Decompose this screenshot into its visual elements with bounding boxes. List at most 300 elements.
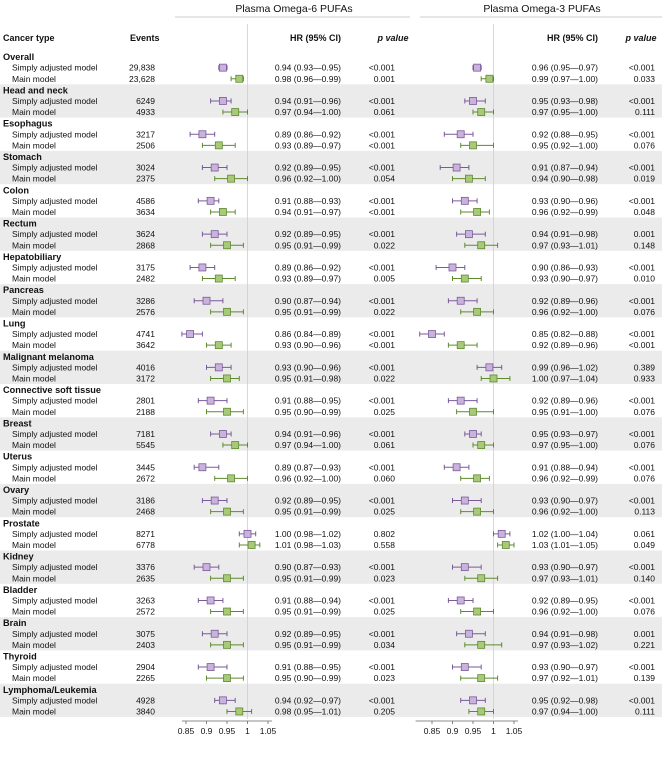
- p-value-omega3: 0.140: [633, 573, 655, 584]
- model-label: Simply adjusted model: [12, 362, 98, 373]
- hr-point-omega3: [457, 597, 464, 604]
- model-label: Main model: [12, 373, 56, 384]
- events-value: 2403: [136, 639, 155, 650]
- events-value: 2672: [136, 473, 155, 484]
- hr-value-omega6: 0.91 (0.88—0.95): [274, 395, 341, 406]
- hr-value-omega3: 0.93 (0.90—0.97): [531, 662, 598, 673]
- p-value-omega3: <0.001: [628, 462, 655, 473]
- hr-point-omega3: [461, 564, 468, 571]
- x-tick-label: 0.9: [446, 726, 459, 736]
- hr-point-omega3: [461, 497, 468, 504]
- p-value-omega3: <0.001: [628, 595, 655, 606]
- events-value: 4741: [136, 329, 155, 340]
- p-value-omega3: 0.148: [633, 240, 655, 251]
- hr-point-omega3: [478, 708, 485, 715]
- hr-value-omega3: 1.02 (1.00—1.04): [531, 528, 598, 539]
- group-label: Brain: [3, 618, 27, 629]
- model-label: Main model: [12, 506, 56, 517]
- hr-point-omega6: [224, 575, 231, 582]
- p-value-omega3: <0.001: [628, 429, 655, 439]
- events-value: 2375: [136, 173, 155, 184]
- hr-value-omega6: 0.98 (0.96—0.99): [274, 73, 341, 84]
- events-value: 3376: [136, 562, 155, 573]
- hr-point-omega6: [224, 608, 231, 615]
- hr-point-omega3: [478, 575, 485, 582]
- hr-point-omega3: [457, 297, 464, 304]
- events-value: 3263: [136, 595, 155, 606]
- hr-point-omega6: [211, 497, 218, 504]
- hr-value-omega3: 0.95 (0.93—0.98): [531, 96, 598, 106]
- events-value: 2506: [136, 140, 155, 151]
- p-value-omega3: 0.933: [633, 373, 655, 384]
- hr-value-omega3: 0.92 (0.89—0.96): [531, 295, 598, 306]
- p-value-omega3: <0.001: [628, 295, 655, 306]
- p-value-omega6: <0.001: [368, 628, 395, 639]
- hr-value-omega3: 0.92 (0.89—0.96): [531, 395, 598, 406]
- hr-point-omega3: [453, 164, 460, 171]
- p-value-omega6: 0.025: [373, 406, 395, 417]
- group-label: Connective soft tissue: [3, 385, 102, 396]
- hr-value-omega3: 0.95 (0.92—1.00): [531, 140, 598, 151]
- header-cancer-type: Cancer type: [3, 33, 55, 43]
- model-label: Simply adjusted model: [12, 262, 98, 273]
- hr-value-omega6: 1.01 (0.98—1.03): [274, 540, 341, 550]
- hr-point-omega6: [215, 342, 222, 349]
- hr-point-omega6: [215, 142, 222, 149]
- hr-point-omega6: [211, 630, 218, 637]
- hr-point-omega3: [474, 308, 481, 315]
- hr-value-omega3: 0.96 (0.92—1.00): [531, 606, 598, 617]
- p-value-omega3: 0.048: [633, 207, 655, 217]
- events-value: 3445: [136, 462, 155, 473]
- events-value: 6778: [136, 540, 155, 550]
- hr-value-omega3: 0.96 (0.92—0.99): [531, 207, 598, 217]
- hr-value-omega6: 1.00 (0.98—1.02): [274, 528, 341, 539]
- hr-point-omega6: [207, 397, 214, 404]
- group-label: Stomach: [3, 152, 42, 162]
- p-value-omega3: 0.113: [634, 506, 655, 517]
- p-value-omega6: <0.001: [368, 695, 395, 706]
- hr-point-omega3: [478, 442, 485, 449]
- hr-value-omega6: 0.94 (0.91—0.96): [274, 429, 341, 439]
- model-label: Main model: [12, 406, 56, 417]
- hr-point-omega6: [199, 264, 206, 271]
- p-value-omega6: 0.802: [373, 528, 395, 539]
- p-value-omega3: <0.001: [628, 195, 655, 206]
- panel-title-omega6: Plasma Omega-6 PUFAs: [235, 3, 353, 15]
- p-value-omega6: 0.034: [373, 639, 395, 650]
- hr-point-omega3: [465, 175, 472, 182]
- p-value-omega6: <0.001: [368, 662, 395, 673]
- hr-point-omega6: [224, 375, 231, 382]
- hr-value-omega3: 0.93 (0.90—0.96): [531, 195, 598, 206]
- hr-value-omega6: 0.98 (0.95—1.01): [274, 706, 341, 717]
- hr-value-omega3: 0.92 (0.88—0.95): [531, 129, 598, 140]
- hr-point-omega6: [203, 564, 210, 571]
- hr-value-omega6: 0.94 (0.91—0.97): [274, 207, 341, 217]
- x-tick-label: 0.95: [464, 726, 482, 736]
- hr-value-omega3: 0.95 (0.91—1.00): [531, 406, 598, 417]
- model-label: Simply adjusted model: [12, 628, 98, 639]
- events-value: 2576: [136, 306, 155, 317]
- hr-point-omega3: [457, 397, 464, 404]
- p-value-omega3: 0.010: [633, 273, 655, 284]
- hr-point-omega6: [199, 131, 206, 138]
- p-value-omega3: 0.001: [633, 229, 655, 240]
- p-value-omega6: <0.001: [368, 329, 395, 340]
- model-label: Main model: [12, 207, 56, 217]
- model-label: Simply adjusted model: [12, 495, 98, 506]
- p-value-omega6: <0.001: [368, 340, 395, 351]
- model-label: Main model: [12, 306, 56, 317]
- p-value-omega6: <0.001: [368, 429, 395, 439]
- header-hr-omega3: HR (95% CI): [546, 33, 598, 43]
- hr-value-omega6: 0.97 (0.94—1.00): [274, 440, 341, 451]
- hr-value-omega3: 0.96 (0.95—0.97): [531, 62, 598, 73]
- hr-point-omega3: [470, 697, 477, 704]
- hr-value-omega6: 0.95 (0.91—0.99): [274, 573, 341, 584]
- model-label: Simply adjusted model: [12, 62, 98, 73]
- hr-value-omega3: 0.91 (0.88—0.94): [531, 462, 598, 473]
- hr-point-omega6: [236, 75, 243, 82]
- hr-value-omega6: 0.95 (0.91—0.99): [274, 306, 341, 317]
- hr-point-omega6: [224, 675, 231, 682]
- hr-point-omega3: [478, 242, 485, 249]
- model-label: Simply adjusted model: [12, 395, 98, 406]
- events-value: 2468: [136, 506, 155, 517]
- events-value: 3075: [136, 628, 155, 639]
- header-p-omega6: p value: [377, 33, 409, 43]
- hr-value-omega6: 0.93 (0.90—0.96): [274, 340, 341, 351]
- hr-point-omega6: [224, 641, 231, 648]
- hr-value-omega6: 0.96 (0.92—1.00): [274, 473, 341, 484]
- p-value-omega6: <0.001: [368, 562, 395, 573]
- hr-value-omega3: 0.94 (0.91—0.98): [531, 628, 598, 639]
- hr-value-omega3: 1.00 (0.97—1.04): [531, 373, 598, 384]
- events-value: 3217: [136, 129, 155, 140]
- hr-value-omega3: 0.94 (0.90—0.98): [531, 173, 598, 184]
- hr-point-omega3: [502, 541, 509, 548]
- p-value-omega3: 0.111: [634, 107, 655, 118]
- p-value-omega6: 0.025: [373, 506, 395, 517]
- p-value-omega3: <0.001: [628, 662, 655, 673]
- hr-value-omega3: 0.97 (0.93—1.01): [531, 240, 598, 251]
- p-value-omega3: <0.001: [628, 96, 655, 106]
- x-tick-label: 1.05: [505, 726, 523, 736]
- hr-point-omega6: [207, 664, 214, 671]
- hr-value-omega3: 0.92 (0.89—0.96): [531, 340, 598, 351]
- p-value-omega3: 0.061: [633, 528, 655, 539]
- events-value: 4016: [136, 362, 155, 373]
- hr-point-omega6: [219, 97, 226, 104]
- events-value: 2868: [136, 240, 155, 251]
- model-label: Main model: [12, 340, 56, 351]
- group-label: Pancreas: [3, 285, 44, 296]
- hr-point-omega3: [461, 664, 468, 671]
- hr-value-omega3: 0.97 (0.93—1.01): [531, 573, 598, 584]
- hr-value-omega6: 0.92 (0.89—0.95): [274, 229, 341, 240]
- p-value-omega6: 0.022: [373, 240, 395, 251]
- hr-point-omega3: [470, 142, 477, 149]
- p-value-omega3: 0.111: [634, 706, 655, 717]
- p-value-omega6: 0.025: [373, 606, 395, 617]
- events-value: 2904: [136, 662, 155, 673]
- p-value-omega3: 0.001: [633, 628, 655, 639]
- model-label: Simply adjusted model: [12, 528, 98, 539]
- hr-value-omega6: 0.90 (0.87—0.94): [274, 295, 341, 306]
- p-value-omega6: 0.005: [373, 273, 395, 284]
- hr-point-omega6: [236, 708, 243, 715]
- hr-point-omega6: [187, 331, 194, 338]
- model-label: Simply adjusted model: [12, 562, 98, 573]
- model-label: Main model: [12, 540, 56, 550]
- p-value-omega6: <0.001: [368, 162, 395, 173]
- hr-point-omega3: [478, 641, 485, 648]
- x-tick-label: 0.85: [177, 726, 195, 736]
- hr-value-omega6: 0.97 (0.94—1.00): [274, 107, 341, 118]
- p-value-omega6: 0.060: [373, 473, 395, 484]
- p-value-omega3: 0.076: [633, 140, 655, 151]
- model-label: Simply adjusted model: [12, 162, 98, 173]
- hr-value-omega3: 0.97 (0.95—1.00): [531, 440, 598, 451]
- p-value-omega3: 0.049: [633, 540, 655, 550]
- group-label: Malignant melanoma: [3, 351, 94, 362]
- group-label: Bladder: [3, 584, 38, 595]
- hr-point-omega6: [211, 164, 218, 171]
- p-value-omega6: <0.001: [368, 495, 395, 506]
- hr-point-omega3: [461, 275, 468, 282]
- group-label: Prostate: [3, 518, 40, 529]
- hr-point-omega6: [215, 275, 222, 282]
- events-value: 8271: [136, 528, 155, 539]
- events-value: 2188: [136, 406, 155, 417]
- hr-point-omega3: [474, 508, 481, 515]
- header-events: Events: [130, 33, 160, 43]
- model-label: Simply adjusted model: [12, 229, 98, 240]
- events-value: 7181: [136, 429, 155, 439]
- p-value-omega6: <0.001: [368, 229, 395, 240]
- hr-value-omega3: 0.96 (0.92—0.99): [531, 473, 598, 484]
- hr-point-omega6: [203, 297, 210, 304]
- model-label: Simply adjusted model: [12, 129, 98, 140]
- hr-value-omega6: 0.95 (0.91—0.99): [274, 606, 341, 617]
- p-value-omega6: <0.001: [368, 362, 395, 373]
- events-value: 3024: [136, 162, 155, 173]
- p-value-omega6: <0.001: [368, 140, 395, 151]
- hr-point-omega3: [470, 408, 477, 415]
- hr-value-omega6: 0.91 (0.88—0.94): [274, 595, 341, 606]
- hr-value-omega3: 0.95 (0.92—0.98): [531, 695, 598, 706]
- p-value-omega6: 0.061: [373, 440, 395, 451]
- group-label: Uterus: [3, 451, 33, 462]
- hr-point-omega3: [429, 331, 436, 338]
- model-label: Simply adjusted model: [12, 595, 98, 606]
- model-label: Main model: [12, 173, 56, 184]
- model-label: Simply adjusted model: [12, 329, 98, 340]
- hr-value-omega3: 0.95 (0.93—0.97): [531, 429, 598, 439]
- p-value-omega3: 0.389: [633, 362, 655, 373]
- p-value-omega6: <0.001: [368, 62, 395, 73]
- hr-value-omega6: 0.95 (0.90—0.99): [274, 406, 341, 417]
- group-label: Lymphoma/Leukemia: [3, 684, 97, 695]
- p-value-omega6: 0.001: [373, 73, 395, 84]
- events-value: 3624: [136, 229, 155, 240]
- model-label: Main model: [12, 673, 56, 684]
- hr-value-omega3: 0.96 (0.92—1.00): [531, 506, 598, 517]
- p-value-omega3: 0.076: [633, 440, 655, 451]
- hr-point-omega3: [478, 675, 485, 682]
- hr-value-omega6: 0.92 (0.89—0.95): [274, 162, 341, 173]
- p-value-omega3: <0.001: [628, 395, 655, 406]
- hr-point-omega6: [224, 408, 231, 415]
- events-value: 2801: [136, 395, 155, 406]
- hr-value-omega3: 0.97 (0.95—1.00): [531, 107, 598, 118]
- events-value: 3172: [136, 373, 155, 384]
- model-label: Simply adjusted model: [12, 462, 98, 473]
- hr-value-omega6: 0.92 (0.89—0.95): [274, 495, 341, 506]
- x-tick-label: 1: [245, 726, 250, 736]
- hr-point-omega3: [486, 75, 493, 82]
- p-value-omega6: <0.001: [368, 595, 395, 606]
- hr-point-omega3: [457, 131, 464, 138]
- events-value: 4928: [136, 695, 155, 706]
- hr-point-omega3: [474, 64, 481, 71]
- hr-value-omega6: 0.94 (0.92—0.97): [274, 695, 341, 706]
- hr-point-omega3: [453, 464, 460, 471]
- hr-value-omega6: 0.89 (0.86—0.92): [274, 262, 341, 273]
- events-value: 2265: [136, 673, 155, 684]
- events-value: 3175: [136, 262, 155, 273]
- hr-value-omega6: 0.96 (0.92—1.00): [274, 173, 341, 184]
- hr-point-omega3: [498, 530, 505, 537]
- x-tick-label: 0.9: [200, 726, 213, 736]
- model-label: Simply adjusted model: [12, 295, 98, 306]
- hr-value-omega3: 0.94 (0.91—0.98): [531, 229, 598, 240]
- p-value-omega6: 0.205: [373, 706, 395, 717]
- hr-value-omega3: 0.93 (0.90—0.97): [531, 273, 598, 284]
- events-value: 3634: [136, 207, 155, 217]
- model-label: Main model: [12, 107, 56, 118]
- p-value-omega6: 0.023: [373, 673, 395, 684]
- events-value: 5545: [136, 440, 155, 451]
- hr-point-omega6: [219, 697, 226, 704]
- hr-value-omega6: 0.95 (0.91—0.99): [274, 639, 341, 650]
- hr-value-omega3: 0.99 (0.97—1.00): [531, 73, 598, 84]
- p-value-omega6: <0.001: [368, 207, 395, 217]
- hr-point-omega6: [219, 208, 226, 215]
- events-value: 4586: [136, 195, 155, 206]
- p-value-omega3: 0.076: [633, 406, 655, 417]
- model-label: Main model: [12, 573, 56, 584]
- hr-point-omega3: [449, 264, 456, 271]
- events-value: 3286: [136, 295, 155, 306]
- group-label: Thyroid: [3, 651, 37, 662]
- p-value-omega6: <0.001: [368, 195, 395, 206]
- hr-point-omega3: [461, 197, 468, 204]
- events-value: 6249: [136, 96, 155, 106]
- hr-value-omega3: 0.99 (0.96—1.02): [531, 362, 598, 373]
- events-value: 29,838: [129, 62, 155, 73]
- hr-point-omega3: [465, 231, 472, 238]
- hr-point-omega6: [244, 530, 251, 537]
- p-value-omega3: <0.001: [628, 329, 655, 340]
- model-label: Main model: [12, 440, 56, 451]
- group-label: Hepatobiliary: [3, 251, 62, 262]
- hr-point-omega6: [228, 175, 235, 182]
- header-p-omega3: p value: [625, 33, 657, 43]
- hr-value-omega6: 0.95 (0.91—0.99): [274, 240, 341, 251]
- group-label: Kidney: [3, 551, 34, 562]
- p-value-omega3: 0.076: [633, 306, 655, 317]
- hr-point-omega6: [219, 64, 226, 71]
- hr-value-omega6: 0.94 (0.93—0.95): [274, 62, 341, 73]
- x-tick-label: 0.85: [423, 726, 441, 736]
- events-value: 2635: [136, 573, 155, 584]
- model-label: Main model: [12, 240, 56, 251]
- model-label: Main model: [12, 140, 56, 151]
- model-label: Main model: [12, 473, 56, 484]
- hr-value-omega3: 0.91 (0.87—0.94): [531, 162, 598, 173]
- hr-value-omega3: 0.90 (0.86—0.93): [531, 262, 598, 273]
- hr-point-omega6: [211, 231, 218, 238]
- p-value-omega3: 0.076: [633, 473, 655, 484]
- p-value-omega3: <0.001: [628, 62, 655, 73]
- group-label: Rectum: [3, 218, 37, 229]
- model-label: Simply adjusted model: [12, 429, 98, 439]
- hr-point-omega3: [474, 208, 481, 215]
- group-label: Overall: [3, 52, 35, 63]
- p-value-omega6: 0.023: [373, 573, 395, 584]
- hr-value-omega3: 1.03 (1.01—1.05): [531, 540, 598, 550]
- hr-point-omega6: [219, 430, 226, 437]
- hr-point-omega3: [490, 375, 497, 382]
- events-value: 3840: [136, 706, 155, 717]
- hr-point-omega3: [470, 97, 477, 104]
- hr-point-omega6: [228, 475, 235, 482]
- p-value-omega6: <0.001: [368, 262, 395, 273]
- hr-point-omega3: [457, 342, 464, 349]
- hr-value-omega3: 0.97 (0.93—1.02): [531, 639, 598, 650]
- p-value-omega3: 0.076: [633, 606, 655, 617]
- hr-value-omega6: 0.93 (0.90—0.96): [274, 362, 341, 373]
- model-label: Main model: [12, 273, 56, 284]
- p-value-omega3: 0.221: [633, 639, 655, 650]
- hr-value-omega3: 0.92 (0.89—0.95): [531, 595, 598, 606]
- hr-point-omega6: [232, 442, 239, 449]
- p-value-omega6: 0.061: [373, 107, 395, 118]
- events-value: 2482: [136, 273, 155, 284]
- p-value-omega3: 0.033: [633, 73, 655, 84]
- hr-value-omega6: 0.95 (0.91—0.99): [274, 506, 341, 517]
- p-value-omega3: <0.001: [628, 262, 655, 273]
- hr-value-omega6: 0.95 (0.90—0.99): [274, 673, 341, 684]
- group-label: Head and neck: [3, 85, 68, 96]
- p-value-omega3: 0.139: [633, 673, 655, 684]
- group-label: Lung: [3, 318, 26, 329]
- p-value-omega3: <0.001: [628, 129, 655, 140]
- hr-point-omega3: [474, 475, 481, 482]
- x-tick-label: 0.95: [218, 726, 236, 736]
- hr-point-omega3: [470, 430, 477, 437]
- p-value-omega3: <0.001: [628, 340, 655, 351]
- model-label: Simply adjusted model: [12, 195, 98, 206]
- p-value-omega6: 0.558: [373, 540, 395, 550]
- hr-value-omega6: 0.91 (0.88—0.93): [274, 195, 341, 206]
- p-value-omega6: 0.022: [373, 306, 395, 317]
- p-value-omega3: <0.001: [628, 495, 655, 506]
- p-value-omega6: <0.001: [368, 462, 395, 473]
- group-label: Ovary: [3, 485, 30, 495]
